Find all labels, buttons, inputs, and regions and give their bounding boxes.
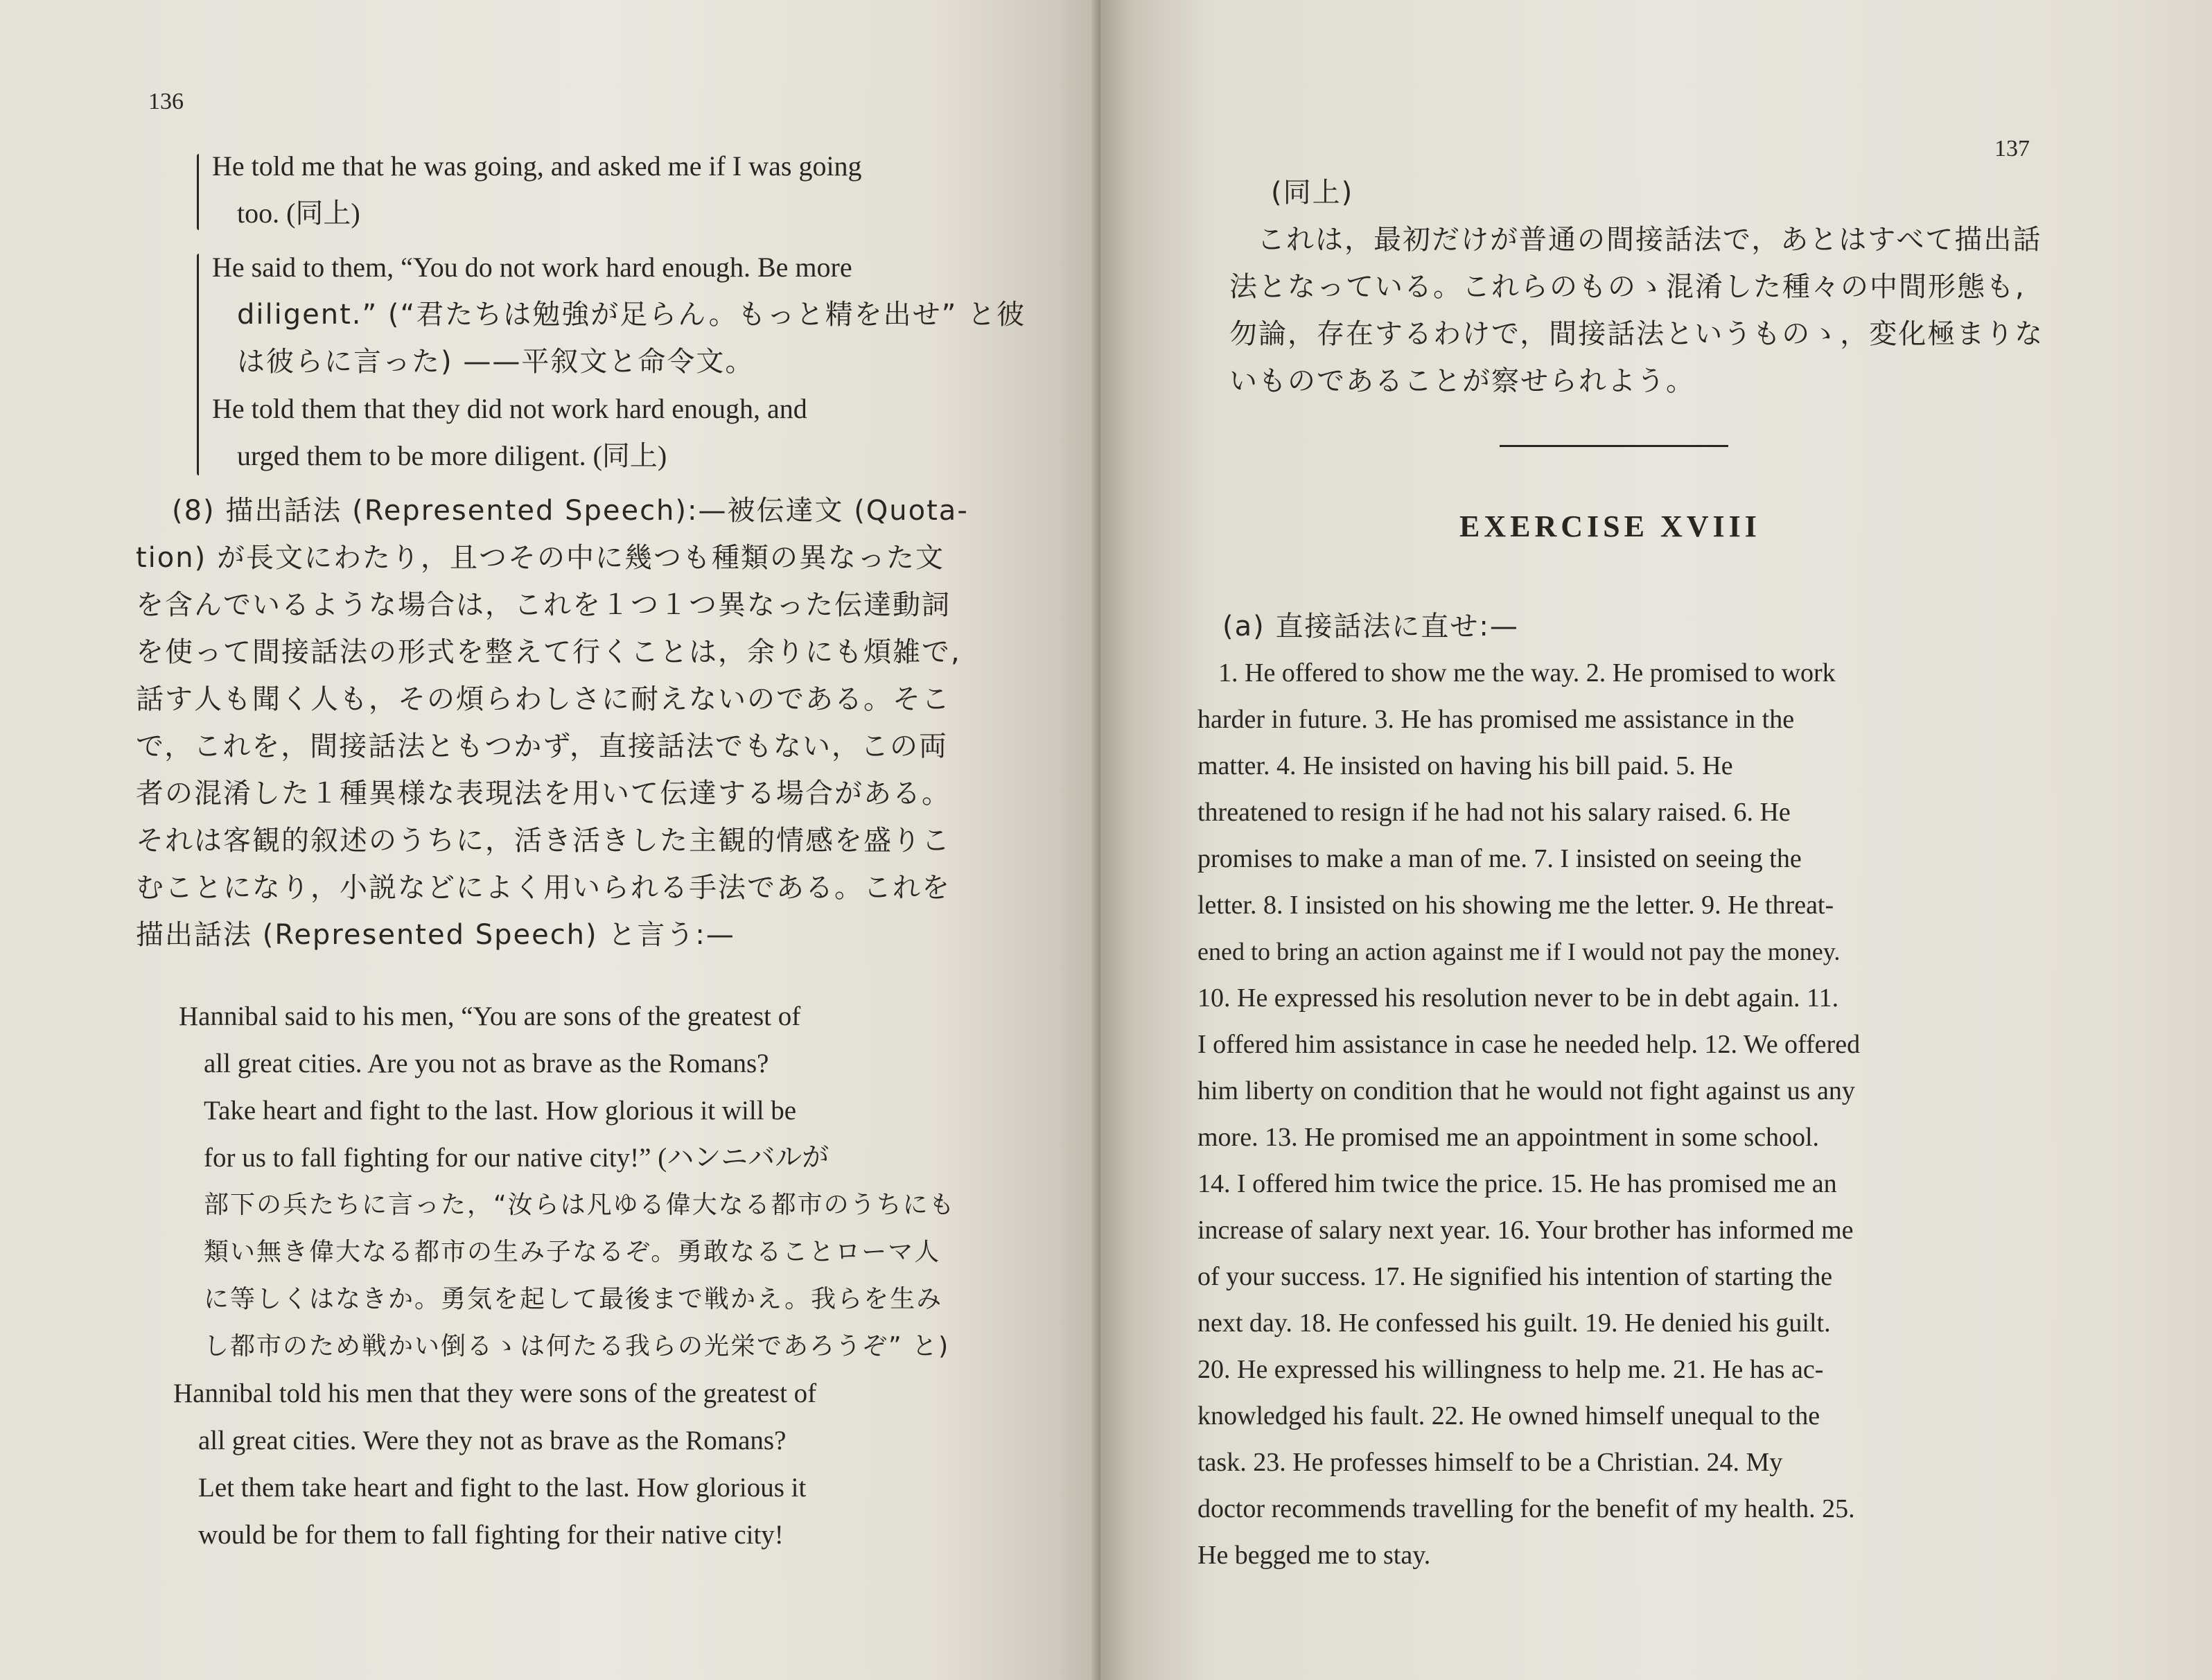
intro-paragraph xyxy=(1229,169,2089,405)
hannibal-line: all great cities. Are you not as brave as the Romans? xyxy=(204,1049,769,1078)
bracket-example-2 xyxy=(197,254,199,475)
section-line: で，これを，間接話法ともつかず，直接話法でもない，この両 xyxy=(136,730,948,762)
section-line: それは客観的叙述のうちに，活き活きした主観的情感を盛りこ xyxy=(136,825,951,857)
exercise-title: EXERCISE XVIII xyxy=(1459,509,1761,543)
hannibal-line: would be for them to fall fighting for their native city! xyxy=(198,1520,784,1550)
hannibal-line: Take heart and fight to the last. How glorious it will be xyxy=(204,1096,797,1126)
exercise-line: 20. He expressed his willingness to help me. 21. He has ac- xyxy=(1197,1355,1824,1384)
hannibal-line: Hannibal told his men that they were sons of the greatest of xyxy=(173,1379,817,1408)
hannibal-line: Let them take heart and fight to the last. How glorious it xyxy=(198,1473,807,1503)
left-page xyxy=(0,0,1100,1680)
hannibal-line: に等しくはなきか。勇気を起して最後まで戦かえ。我らを生み xyxy=(204,1285,943,1313)
example-told-asked xyxy=(212,143,1030,237)
section-line: 描出話法 (Represented Speech) と言う:— xyxy=(136,919,735,951)
exercise-line: letter. 8. I insisted on his showing me the letter. 9. He threat- xyxy=(1197,891,1834,920)
exercise-line: I offered him assistance in case he needed help. 12. We offered xyxy=(1197,1030,1861,1059)
intro-line: いものであることが察せられよう。 xyxy=(1229,365,1695,397)
exercise-line: 10. He expressed his resolution never to be in debt again. 11. xyxy=(1197,983,1839,1013)
section-divider xyxy=(1500,445,1728,447)
section-line: を含んでいるような場合は，これを１つ１つ異なった伝達動詞 xyxy=(136,589,951,621)
exercise-list xyxy=(1197,650,2098,1579)
section-line: 話す人も聞く人も，その煩らわしさに耐えないのである。そこ xyxy=(136,683,951,715)
exercise-line: of your success. 17. He signified his intention of starting the xyxy=(1197,1262,1833,1291)
hannibal-line: all great cities. Were they not as brave as the Romans? xyxy=(198,1426,787,1455)
example-said-told xyxy=(212,244,1030,480)
bracket-example-1 xyxy=(197,154,199,230)
right-page xyxy=(1100,0,2212,1680)
example-line: diligent.” (“君たちは勉強が足らん。もっと精を出せ” と彼 xyxy=(237,299,1026,331)
intro-line: 勿論，存在するわけで，間接話法というものゝ，変化極まりな xyxy=(1229,318,2044,350)
exercise-instruction xyxy=(1222,603,1846,650)
intro-line: これは，最初だけが普通の間接話法で，あとはすべて描出話 xyxy=(1257,224,2042,256)
exercise-line: promises to make a man of me. 7. I insisted on seeing the xyxy=(1197,844,1802,873)
section-line: むことになり，小説などによく用いられる手法である。これを xyxy=(136,872,951,904)
page-number-right: 137 xyxy=(1994,136,2030,161)
example-line: urged them to be more diligent. (同上) xyxy=(237,440,667,471)
instruction-line: (a) 直接話法に直せ:— xyxy=(1222,611,1519,642)
intro-line: 法となっている。これらのものゝ混淆した種々の中間形態も, xyxy=(1229,271,2026,303)
exercise-line: threatened to resign if he had not his salary raised. 6. He xyxy=(1197,798,1791,827)
page-number-left: 136 xyxy=(148,89,184,114)
section-represented-speech xyxy=(136,488,1009,959)
exercise-line: He begged me to stay. xyxy=(1197,1541,1431,1570)
exercise-line: ened to bring an action against me if I would not pay the money. xyxy=(1197,938,1841,965)
hannibal-example xyxy=(173,994,1010,1559)
exercise-line: matter. 4. He insisted on having his bill paid. 5. He xyxy=(1197,751,1733,780)
hannibal-line: for us to fall fighting for our native city!” (ハンニバルが xyxy=(204,1143,830,1173)
exercise-line: knowledged his fault. 22. He owned himself unequal to the xyxy=(1197,1401,1820,1430)
hannibal-line: 部下の兵たちに言った，“汝らは凡ゆる偉大なる都市のうちにも xyxy=(204,1191,956,1219)
section-line: tion) が長文にわたり，且つその中に幾つも種類の異なった文 xyxy=(136,542,945,574)
example-line: He told me that he was going, and asked me if I was going xyxy=(212,150,862,182)
section-line: (8) 描出話法 (Represented Speech):—被伝達文 (Quota- xyxy=(172,495,969,527)
exercise-line: 1. He offered to show me the way. 2. He promised to work xyxy=(1218,658,1836,688)
exercise-line: 14. I offered him twice the price. 15. He has promised me an xyxy=(1197,1169,1837,1198)
exercise-line: doctor recommends travelling for the benefit of my health. 25. xyxy=(1197,1494,1855,1523)
exercise-line: next day. 18. He confessed his guilt. 19. He denied his guilt. xyxy=(1197,1309,1831,1338)
example-line: He told them that they did not work hard enough, and xyxy=(212,393,807,424)
exercise-line: harder in future. 3. He has promised me assistance in the xyxy=(1197,705,1795,734)
section-line: を使って間接話法の形式を整えて行くことは，余りにも煩雑で, xyxy=(136,636,961,668)
section-line: 者の混淆した１種異様な表現法を用いて伝達する場合がある。 xyxy=(136,778,951,810)
example-line: He said to them, “You do not work hard enough. Be more xyxy=(212,252,852,283)
exercise-line: increase of salary next year. 16. Your brother has informed me xyxy=(1197,1216,1854,1245)
exercise-line: task. 23. He professes himself to be a Christian. 24. My xyxy=(1197,1448,1783,1477)
hannibal-line: 類い無き偉大なる都市の生み子なるぞ。勇敢なることローマ人 xyxy=(204,1238,941,1266)
exercise-line: more. 13. He promised me an appointment in some school. xyxy=(1197,1123,1820,1152)
hannibal-line: Hannibal said to his men, “You are sons of the greatest of xyxy=(179,1001,801,1031)
exercise-line: him liberty on condition that he would not fight against us any xyxy=(1197,1076,1855,1105)
example-line: too. (同上) xyxy=(237,198,360,229)
intro-line: (同上) xyxy=(1271,177,1354,209)
example-line: は彼らに言った) ——平叙文と命令文。 xyxy=(237,346,755,378)
hannibal-line: し都市のため戦かい倒るゝは何たる我らの光栄であろうぞ” と) xyxy=(204,1332,950,1360)
